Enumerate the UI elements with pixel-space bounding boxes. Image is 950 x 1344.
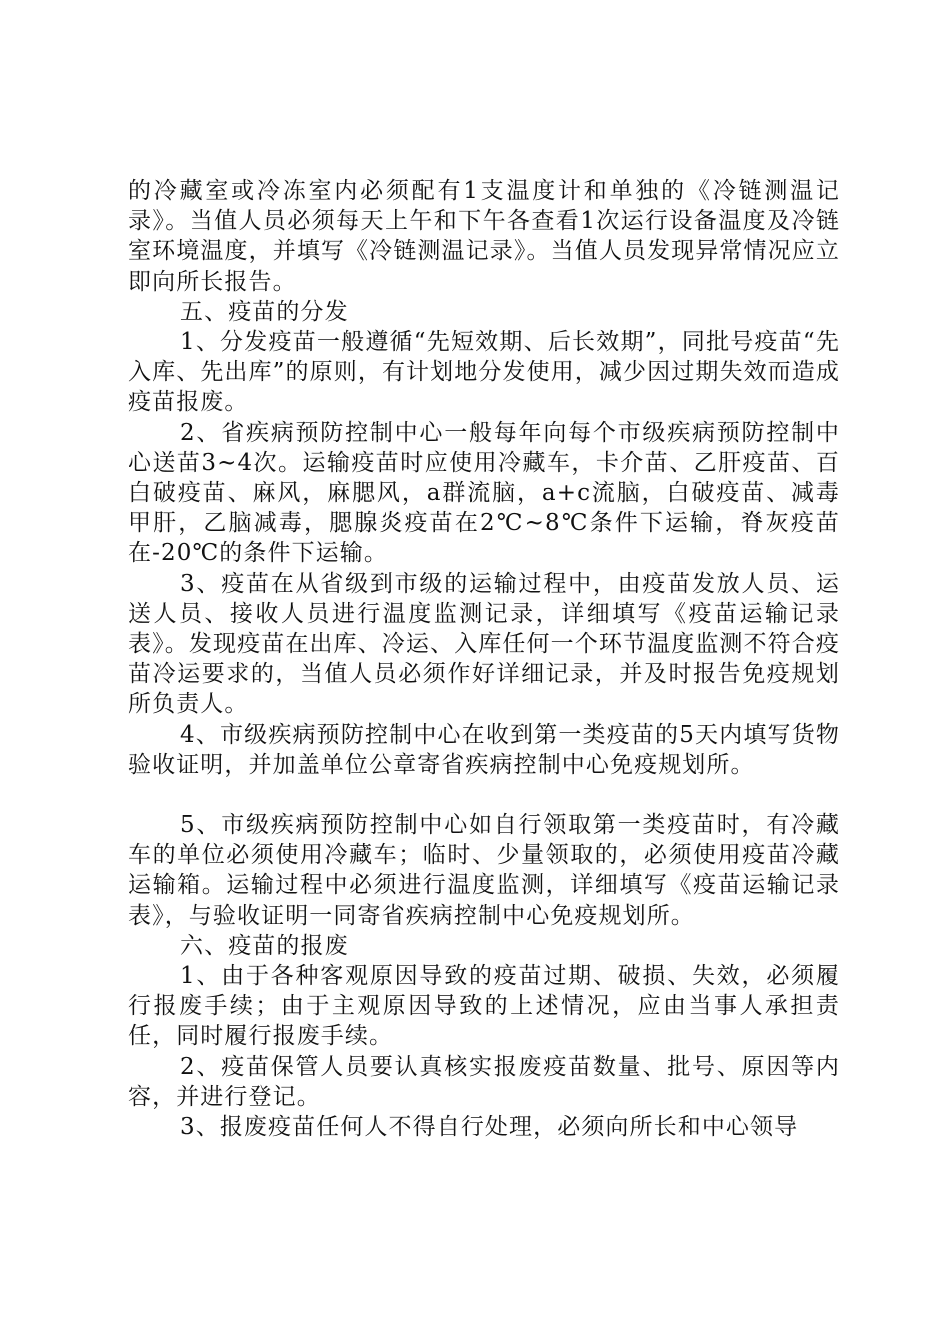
paragraph-disposal-3: 3、报废疫苗任何人不得自行处理，必须向所长和中心领导 <box>180 1114 799 1141</box>
paragraph-distribution-2: 2、省疾病预防控制中心一般每年向每个市级疾病预防控制中心送苗3~4次。运输疫苗时应使用冷藏车，卡介苗、乙肝疫苗、百白破疫苗、麻风，麻腮风，a群流脑，a+c流脑，白破疫苗、减毒甲肝，乙脑减毒，腮腺炎疫苗在2℃~8℃条件下运输，脊灰疫苗在-20℃的条件下运输。 <box>128 419 840 567</box>
blank-line <box>128 780 840 810</box>
paragraph-disposal-1: 1、由于各种客观原因导致的疫苗过期、破损、失效，必须履行报废手续；由于主观原因导致的上述情况，应由当事人承担责任，同时履行报废手续。 <box>128 963 840 1050</box>
paragraph-disposal-2: 2、疫苗保管人员要认真核实报废疫苗数量、批号、原因等内容，并进行登记。 <box>128 1053 840 1110</box>
paragraph-distribution-3: 3、疫苗在从省级到市级的运输过程中，由疫苗发放人员、运送人员、接收人员进行温度监测记录，详细填写《疫苗运输记录表》。发现疫苗在出库、冷运、入库任何一个环节温度监测不符合疫苗冷运要求的，当值人员必须作好详细记录，并及时报告免疫规划所负责人。 <box>128 570 840 718</box>
section-heading-vaccine-distribution: 五、疫苗的分发 <box>180 298 349 325</box>
paragraph-distribution-1: 1、分发疫苗一般遵循“先短效期、后长效期”，同批号疫苗“先入库、先出库”的原则，有计划地分发使用，减少因过期失效而造成疫苗报废。 <box>128 329 840 416</box>
paragraph-distribution-5: 5、市级疾病预防控制中心如自行领取第一类疫苗时，有冷藏车的单位必须使用冷藏车；临时、少量领取的，必须使用疫苗冷藏运输箱。运输过程中必须进行温度监测，详细填写《疫苗运输记录表》，与验收证明一同寄省疾病控制中心免疫规划所。 <box>128 812 840 929</box>
section-heading-vaccine-disposal: 六、疫苗的报废 <box>180 932 349 959</box>
paragraph-continuation: 的冷藏室或冷冻室内必须配有1支温度计和单独的《冷链测温记录》。当值人员必须每天上午和下午各查看1次运行设备温度及冷链室环境温度，并填写《冷链测温记录》。当值人员发现异常情况应立即向所长报告。 <box>128 178 840 295</box>
paragraph-distribution-4: 4、市级疾病预防控制中心在收到第一类疫苗的5天内填写货物验收证明，并加盖单位公章寄省疾病控制中心免疫规划所。 <box>128 721 840 778</box>
document-body <box>128 176 840 1142</box>
